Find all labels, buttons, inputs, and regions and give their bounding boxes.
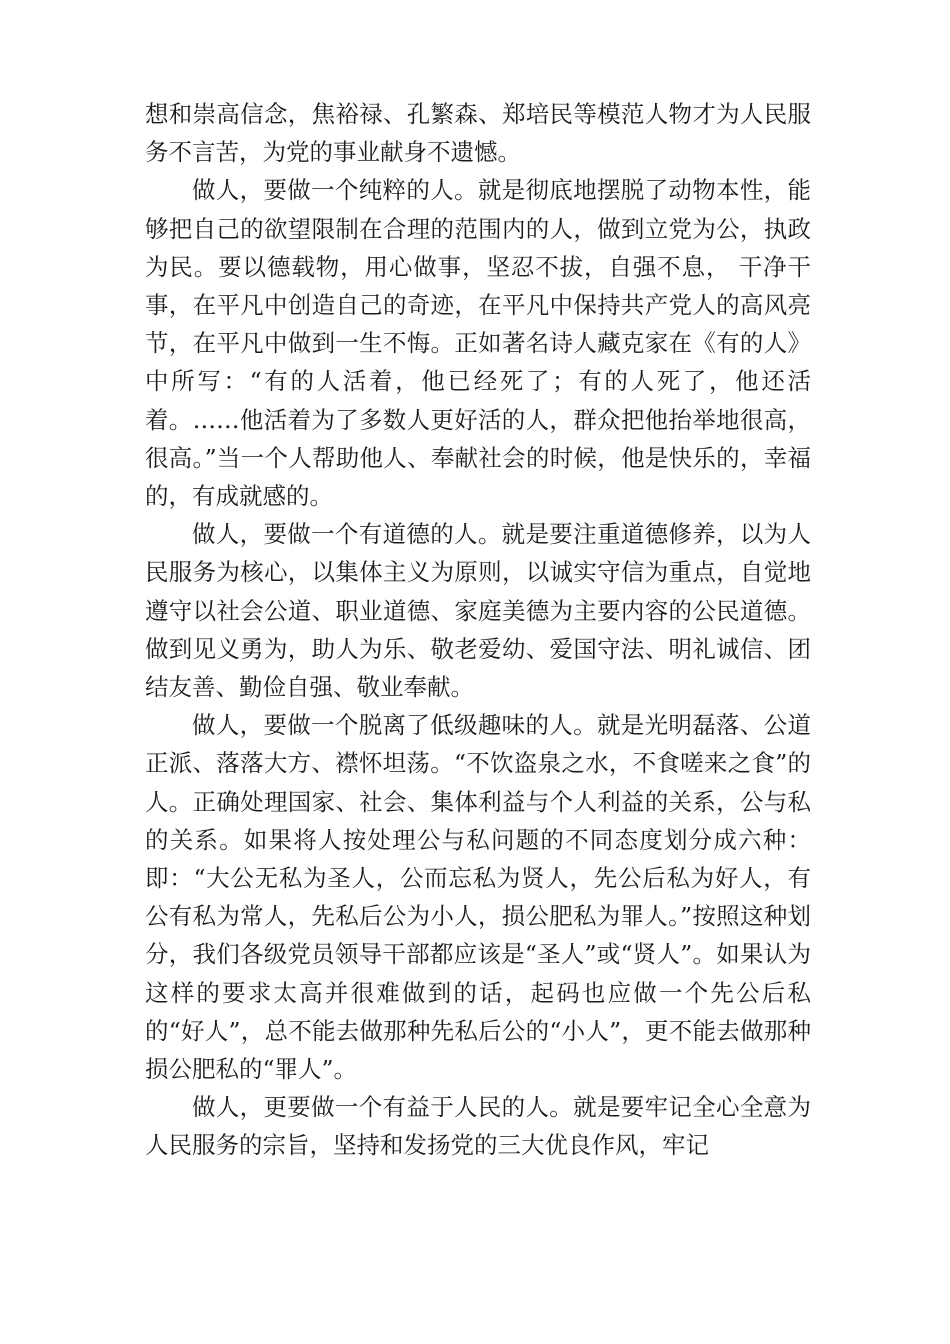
paragraph-pure-person: 做人，要做一个纯粹的人。就是彻底地摆脱了动物本性，能够把自己的欲望限制在合理的范围内的人，做到立党为公，执政为民。要以德载物，用心做事，坚忍不拔，自强不息， 干净干事，在平凡中创造自己的奇迹，在平凡中保持共产党人的高风亮节，在平凡中做到一生不悔。正如著名诗人藏克家在《有的人》中所写：“有的人活着，他已经死了；有的人死了，他还活着。……他活着为了多数人更好活的人，群众把他抬举地很高，很高。”当一个人帮助他人、奉献社会的时候，他是快乐的，幸福的，有成就感的。	[145, 176, 811, 511]
paragraph-moral-person: 做人，要做一个有道德的人。就是要注重道德修养，以为人民服务为核心，以集体主义为原则，以诚实守信为重点，自觉地遵守以社会公道、职业道德、家庭美德为主要内容的公民道德。做到见义勇为，助人为乐、敬老爱幼、爱国守法、明礼诚信、团结友善、勤俭自强、敬业奉献。	[145, 520, 811, 702]
paragraph-noble-person: 做人，要做一个脱离了低级趣味的人。就是光明磊落、公道正派、落落大方、襟怀坦荡。“不饮盗泉之水，不食嗟来之食”的人。正确处理国家、社会、集体利益与个人利益的关系，公与私的关系。如果将人按处理公与私问题的不同态度划分成六种：即：“大公无私为圣人，公而忘私为贤人，先公后私为好人，有公有私为常人，先私后公为小人，损公肥私为罪人。”按照这种划分，我们各级党员领导干部都应该是“圣人”或“贤人”。如果认为这样的要求太高并很难做到的话，起码也应做一个先公后私的“好人”，总不能去做那种先私后公的“小人”，更不能去做那种损公肥私的“罪人”。	[145, 711, 811, 1084]
paragraph-continuation: 想和崇高信念，焦裕禄、孔繁森、郑培民等模范人物才为人民服务不言苦，为党的事业献身不遗憾。	[145, 100, 811, 167]
paragraph-beneficial-person: 做人，更要做一个有益于人民的人。就是要牢记全心全意为人民服务的宗旨，坚持和发扬党的三大优良作风，牢记	[145, 1093, 811, 1160]
document-page	[145, 95, 811, 1165]
